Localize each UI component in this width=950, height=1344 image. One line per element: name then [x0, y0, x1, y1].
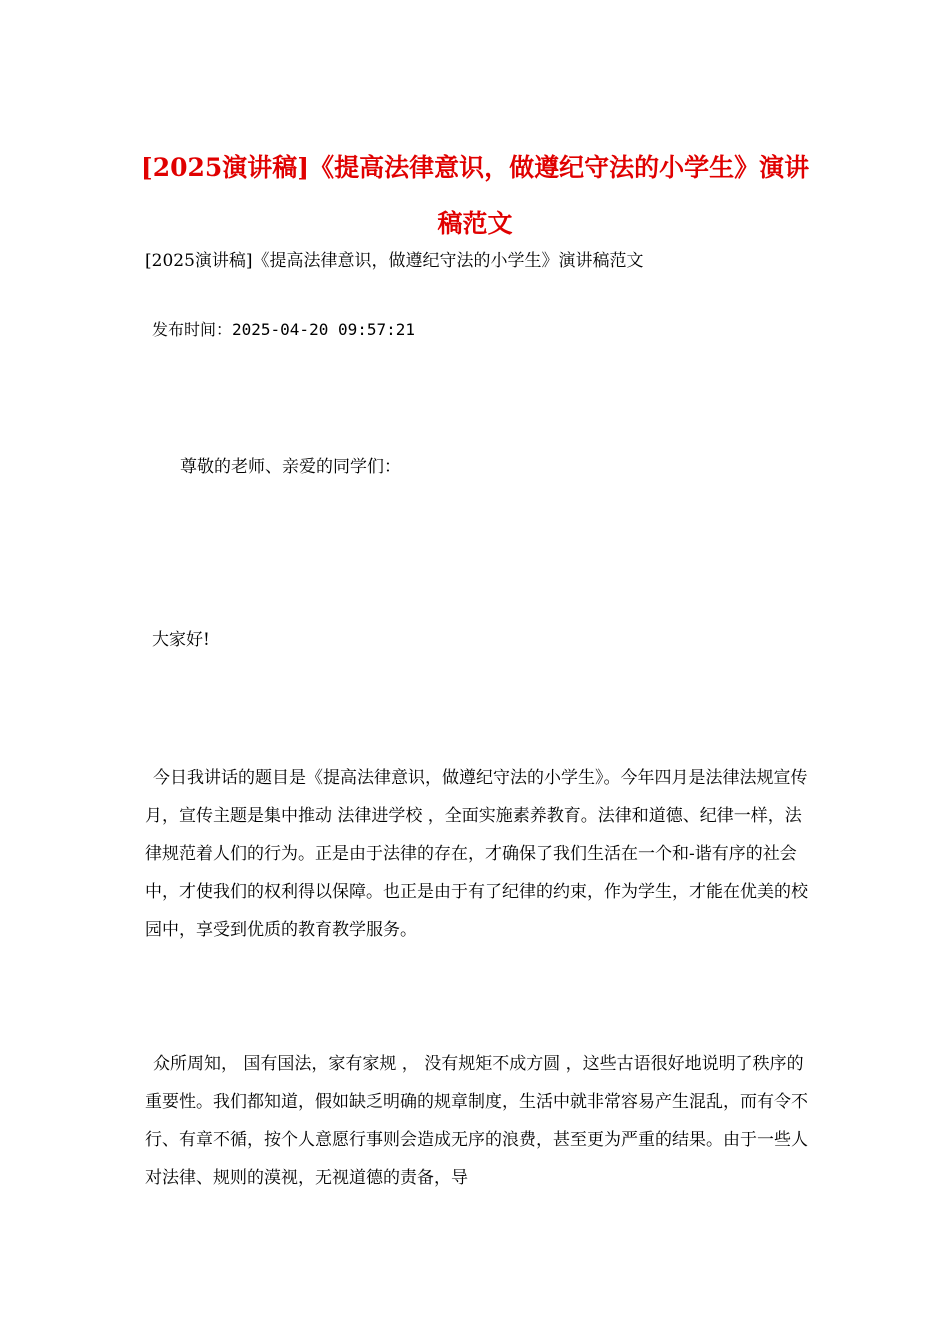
- greeting: 大家好!: [152, 630, 210, 650]
- body-paragraph-1: 今日我讲话的题目是《提高法律意识，做遵纪守法的小学生》。今年四月是法律法规宣传月，宣传主题是集中推动 法律进学校 ，全面实施素养教育。法律和道德、纪律一样，法律规范着人们的行为。正是由于法律的存在，才确保了我们生活在一个和-谐有序的社会中，才使我们的权利得以保障。也正是由于有了纪律的约束，作为学生，才能在优美的校园中，享受到优质的教育教学服务。: [145, 768, 808, 940]
- document-subtitle: [2025演讲稿]《提高法律意识，做遵纪守法的小学生》演讲稿范文: [145, 251, 644, 271]
- salutation: 尊敬的老师、亲爱的同学们：: [180, 457, 401, 477]
- document-title: [2025演讲稿]《提高法律意识，做遵纪守法的小学生》演讲稿范文: [140, 153, 810, 238]
- body-paragraph-2: 众所周知， 国有国法，家有家规 ， 没有规矩不成方圆 ，这些古语很好地说明了秩序的重要性。我们都知道，假如缺乏明确的规章制度，生活中就非常容易产生混乱，而有令不行、有章不循，按个人意愿行事则会造成无序的浪费，甚至更为严重的结果。由于一些人对法律、规则的漠视，无视道德的责备，导: [145, 1054, 808, 1188]
- publish-time: 发布时间：2025-04-20 09:57:21: [152, 320, 416, 339]
